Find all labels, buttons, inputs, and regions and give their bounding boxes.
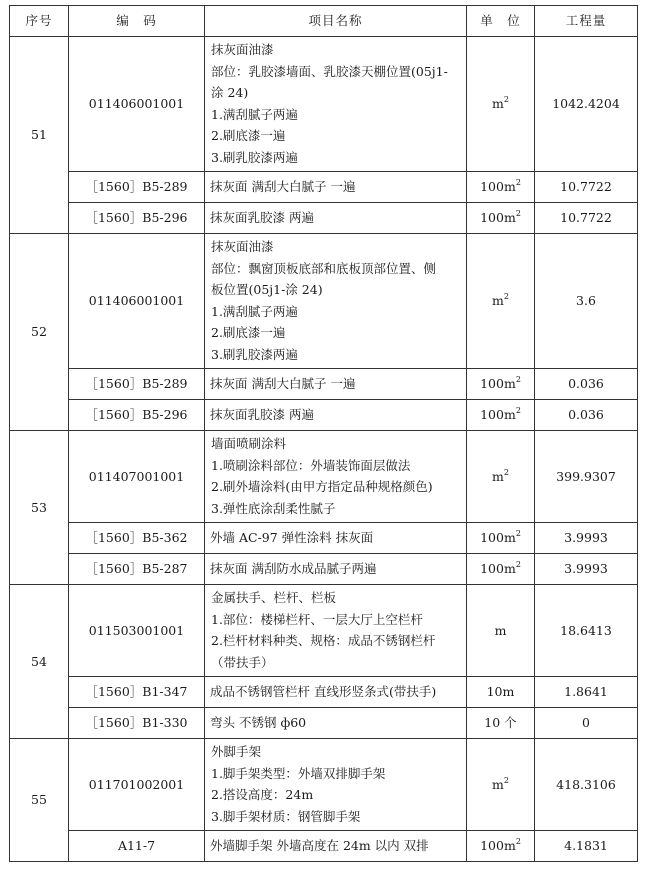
description-line: 1.满刮腻子两遍	[211, 303, 298, 319]
description-line: 部位：飘窗顶板底部和底板顶部位置、侧	[211, 260, 437, 276]
unit-cell	[467, 234, 535, 369]
qty-cell: 418.3106	[535, 739, 638, 831]
code-cell: 011407001001	[69, 431, 205, 523]
description-line: 板位置(05j1-涂 24)	[211, 282, 323, 297]
sub-name-cell: 外墙 AC-97 弹性涂料 抹灰面	[205, 523, 467, 554]
unit-superscript: 2	[515, 375, 521, 385]
unit-text: 10m	[486, 684, 515, 700]
unit-cell	[467, 172, 535, 203]
header-seq: 序号	[10, 6, 69, 37]
unit-superscript: 2	[515, 209, 521, 219]
sub-name-cell: 抹灰面 满刮大白腻子 一遍	[205, 369, 467, 400]
sub-name-cell: 外墙脚手架 外墙高度在 24m 以内 双排	[205, 831, 467, 862]
sub-name-cell: 弯头 不锈钢 ф60	[205, 708, 467, 739]
unit-superscript: 2	[503, 95, 509, 105]
unit-cell	[467, 554, 535, 585]
unit-cell	[467, 708, 535, 739]
sub-code-cell: ［1560］B5-289	[69, 369, 205, 400]
unit-cell	[467, 203, 535, 234]
item-row	[10, 739, 638, 831]
code-cell: 011701002001	[69, 739, 205, 831]
sub-row	[10, 400, 638, 431]
description-line: 1.脚手架类型：外墙双排脚手架	[211, 765, 386, 781]
sub-row	[10, 203, 638, 234]
header-code: 编 码	[69, 6, 205, 37]
description-cell	[205, 739, 467, 831]
header-row	[10, 6, 638, 37]
description-line: 部位：乳胶漆墙面、乳胶漆天棚位置(05j1-	[211, 63, 448, 79]
unit-superscript: 2	[515, 560, 521, 570]
sub-name-cell: 成品不锈钢管栏杆 直线形竖条式(带扶手)	[205, 677, 467, 708]
unit-superscript: 2	[503, 775, 509, 785]
unit-superscript: 2	[503, 292, 509, 302]
description-line: 墙面喷刷涂料	[211, 436, 287, 451]
description-line: 3.弹性底涂刮柔性腻子	[211, 500, 336, 516]
item-row	[10, 585, 638, 677]
sub-code-cell: ［1560］B5-362	[69, 523, 205, 554]
unit-text: 100m	[480, 407, 516, 423]
header-name: 项目名称	[205, 6, 467, 37]
sub-qty-cell: 0	[535, 708, 638, 739]
sub-row	[10, 708, 638, 739]
unit-text: 100m	[480, 838, 516, 854]
qty-cell: 3.6	[535, 234, 638, 369]
code-cell: 011406001001	[69, 234, 205, 369]
sub-row	[10, 369, 638, 400]
sub-code-cell: ［1560］B5-287	[69, 554, 205, 585]
sub-name-cell: 抹灰面乳胶漆 两遍	[205, 400, 467, 431]
description-line: 3.刷乳胶漆两遍	[211, 149, 298, 165]
seq-cell: 55	[10, 739, 69, 862]
unit-cell	[467, 431, 535, 523]
header-unit: 单 位	[467, 6, 535, 37]
description-line: （带扶手）	[211, 654, 274, 670]
seq-cell: 52	[10, 234, 69, 431]
unit-text: 100m	[480, 561, 516, 577]
unit-text: m	[494, 622, 507, 638]
code-cell: 011406001001	[69, 37, 205, 172]
unit-text: 10 个	[484, 715, 517, 731]
unit-cell	[467, 523, 535, 554]
sub-row	[10, 554, 638, 585]
sub-code-cell: ［1560］B5-296	[69, 203, 205, 234]
unit-superscript: 2	[515, 837, 521, 847]
description-line: 2.刷外墙涂料(由甲方指定品种规格颜色)	[211, 479, 433, 494]
sub-qty-cell: 3.9993	[535, 554, 638, 585]
sub-row	[10, 831, 638, 862]
sub-qty-cell: 10.7722	[535, 203, 638, 234]
sub-name-cell: 抹灰面乳胶漆 两遍	[205, 203, 467, 234]
seq-cell: 53	[10, 431, 69, 585]
description-cell	[205, 234, 467, 369]
sub-code-cell: ［1560］B5-289	[69, 172, 205, 203]
description-line: 涂 24)	[211, 85, 249, 100]
sub-code-cell: ［1560］B5-296	[69, 400, 205, 431]
qty-cell: 399.9307	[535, 431, 638, 523]
description-line: 2.刷底漆一遍	[211, 128, 286, 143]
description-line: 抹灰面油漆	[211, 239, 274, 254]
unit-cell	[467, 585, 535, 677]
sub-qty-cell: 0.036	[535, 369, 638, 400]
description-line: 1.部位：楼梯栏杆、一层大厅上空栏杆	[211, 611, 423, 627]
seq-cell: 51	[10, 37, 69, 234]
description-line: 2.刷底漆一遍	[211, 325, 286, 340]
header-qty: 工程量	[535, 6, 638, 37]
sub-name-cell: 抹灰面 满刮防水成品腻子两遍	[205, 554, 467, 585]
description-line: 2.栏杆材料种类、规格：成品不锈钢栏杆	[211, 633, 436, 648]
sub-qty-cell: 4.1831	[535, 831, 638, 862]
unit-superscript: 2	[515, 178, 521, 188]
sub-qty-cell: 10.7722	[535, 172, 638, 203]
table-body	[10, 37, 638, 862]
sub-name-cell: 抹灰面 满刮大白腻子 一遍	[205, 172, 467, 203]
unit-cell	[467, 831, 535, 862]
sub-qty-cell: 3.9993	[535, 523, 638, 554]
sub-row	[10, 677, 638, 708]
description-line: 抹灰面油漆	[211, 42, 274, 57]
sub-row	[10, 172, 638, 203]
sub-code-cell: A11-7	[69, 831, 205, 862]
unit-superscript: 2	[515, 406, 521, 416]
item-row	[10, 37, 638, 172]
unit-superscript: 2	[503, 467, 509, 477]
description-line: 3.刷乳胶漆两遍	[211, 346, 298, 362]
qty-cell: 18.6413	[535, 585, 638, 677]
unit-text: m	[492, 468, 504, 484]
description-line: 3.脚手架材质：钢管脚手架	[211, 808, 361, 824]
description-line: 外脚手架	[211, 744, 262, 759]
sub-code-cell: ［1560］B1-347	[69, 677, 205, 708]
unit-cell	[467, 677, 535, 708]
unit-text: 100m	[480, 179, 516, 195]
unit-text: m	[492, 293, 504, 309]
description-cell	[205, 585, 467, 677]
unit-cell	[467, 37, 535, 172]
unit-text: 100m	[480, 530, 516, 546]
unit-text: 100m	[480, 210, 516, 226]
description-line: 2.搭设高度：24m	[211, 787, 314, 802]
description-cell	[205, 431, 467, 523]
unit-superscript: 2	[515, 529, 521, 539]
sub-code-cell: ［1560］B1-330	[69, 708, 205, 739]
description-line: 1.喷刷涂料部位：外墙装饰面层做法	[211, 457, 411, 473]
qty-cell: 1042.4204	[535, 37, 638, 172]
item-row	[10, 431, 638, 523]
code-cell: 011503001001	[69, 585, 205, 677]
unit-text: 100m	[480, 376, 516, 392]
sub-row	[10, 523, 638, 554]
quantity-table-wrapper	[9, 5, 638, 862]
unit-cell	[467, 739, 535, 831]
seq-cell: 54	[10, 585, 69, 739]
unit-text: m	[492, 776, 504, 792]
quantity-table	[9, 5, 638, 862]
description-line: 1.满刮腻子两遍	[211, 106, 298, 122]
item-row	[10, 234, 638, 369]
description-line: 金属扶手、栏杆、栏板	[211, 590, 337, 605]
unit-cell	[467, 400, 535, 431]
unit-text: m	[492, 96, 504, 112]
sub-qty-cell: 0.036	[535, 400, 638, 431]
unit-cell	[467, 369, 535, 400]
description-cell	[205, 37, 467, 172]
sub-qty-cell: 1.8641	[535, 677, 638, 708]
